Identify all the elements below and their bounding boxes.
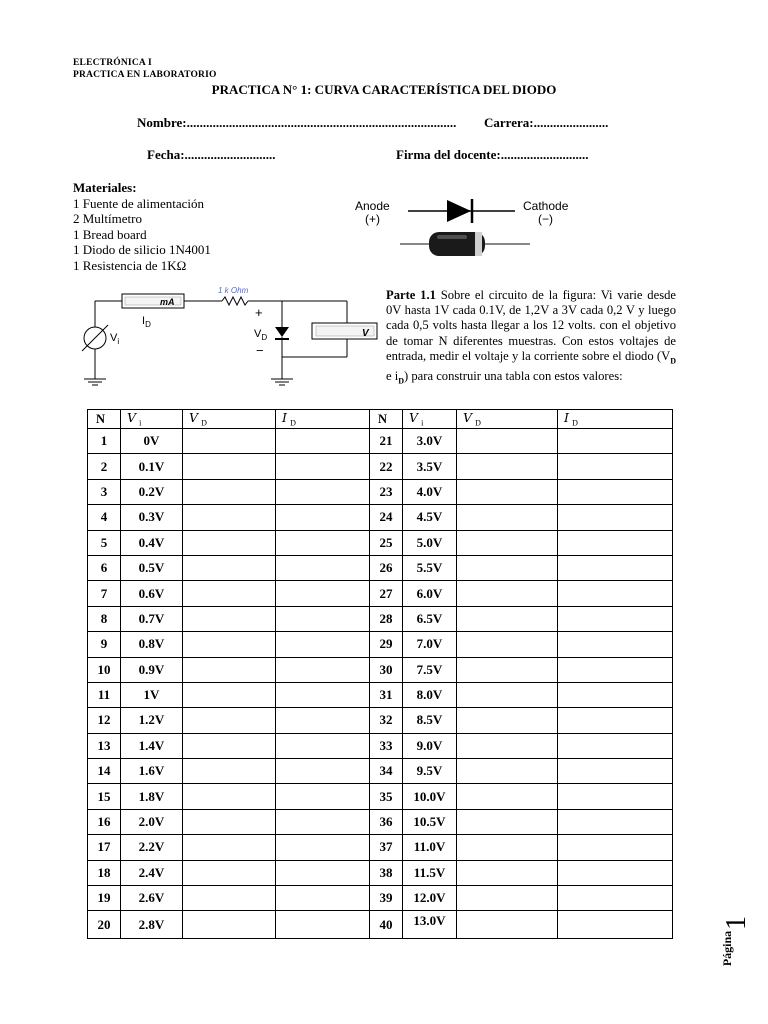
id-entry-cell[interactable] — [276, 606, 370, 631]
row-number: 8 — [88, 606, 121, 631]
row-number: 18 — [88, 860, 121, 885]
vi-value: 4.0V — [403, 479, 457, 504]
row-number: 13 — [88, 733, 121, 758]
row-number: 25 — [370, 530, 403, 555]
table-row — [88, 555, 673, 580]
id-entry-cell[interactable] — [558, 886, 673, 911]
diode-cathode-band — [475, 232, 482, 256]
id-entry-cell[interactable] — [558, 606, 673, 631]
vd-entry-cell[interactable] — [183, 581, 276, 606]
table-row — [88, 759, 673, 784]
row-number: 15 — [88, 784, 121, 809]
pagina-label: Página — [720, 930, 735, 967]
id-entry-cell[interactable] — [558, 733, 673, 758]
row-number: 23 — [370, 479, 403, 504]
header-n: N — [370, 410, 403, 429]
vi-value: 0.5V — [121, 555, 183, 580]
id-entry-cell[interactable] — [558, 632, 673, 657]
id-entry-cell[interactable] — [276, 530, 370, 555]
vi-value: 2.0V — [121, 809, 183, 834]
vi-value: 0.1V — [121, 454, 183, 479]
vd-entry-cell[interactable] — [183, 886, 276, 911]
material-item: 1 Fuente de alimentación — [73, 195, 205, 211]
id-entry-cell[interactable] — [558, 911, 673, 938]
table-row — [88, 835, 673, 860]
vd-entry-cell[interactable] — [183, 809, 276, 834]
id-entry-cell[interactable] — [558, 708, 673, 733]
vd-entry-cell[interactable] — [183, 479, 276, 504]
vd-entry-cell[interactable] — [183, 682, 276, 707]
header-vd: V $_D$ — [457, 410, 558, 429]
vd-entry-cell[interactable] — [457, 733, 558, 758]
id-entry-cell[interactable] — [558, 759, 673, 784]
page-number: 1 — [721, 916, 752, 930]
id-entry-cell[interactable] — [276, 657, 370, 682]
row-number: 4 — [88, 505, 121, 530]
vd-entry-cell[interactable] — [457, 708, 558, 733]
table-row — [88, 429, 673, 454]
vi-value: 9.0V — [403, 733, 457, 758]
vd-entry-cell[interactable] — [183, 657, 276, 682]
vi-value: 1.6V — [121, 759, 183, 784]
vd-entry-cell[interactable] — [183, 454, 276, 479]
table-header-row — [88, 410, 673, 429]
row-number: 6 — [88, 555, 121, 580]
vd-entry-cell[interactable] — [183, 632, 276, 657]
id-entry-cell[interactable] — [558, 581, 673, 606]
vi-value: 0.8V — [121, 632, 183, 657]
vi-value: 10.5V — [403, 809, 457, 834]
table-row — [88, 479, 673, 504]
vi-value: 2.6V — [121, 886, 183, 911]
id-entry-cell[interactable] — [276, 835, 370, 860]
id-entry-cell[interactable] — [558, 835, 673, 860]
vd-entry-cell[interactable] — [457, 429, 558, 454]
vd-entry-cell[interactable] — [457, 454, 558, 479]
row-number: 22 — [370, 454, 403, 479]
circuit-diode — [275, 327, 289, 337]
vd-entry-cell[interactable] — [457, 581, 558, 606]
id-entry-cell[interactable] — [558, 454, 673, 479]
id-entry-cell[interactable] — [558, 530, 673, 555]
vd-entry-cell[interactable] — [457, 657, 558, 682]
vi-value: 8.5V — [403, 708, 457, 733]
header-vd: V $_D$ — [183, 410, 276, 429]
vi-value: 2.8V — [121, 911, 183, 938]
vi-value: 11.5V — [403, 860, 457, 885]
table-row — [88, 733, 673, 758]
row-number: 39 — [370, 886, 403, 911]
id-entry-cell[interactable] — [558, 479, 673, 504]
anode-label: Anode — [355, 199, 390, 213]
table-row — [88, 809, 673, 834]
vi-value: 0.4V — [121, 530, 183, 555]
parte-heading: Parte 1.1 — [386, 288, 436, 302]
row-number: 21 — [370, 429, 403, 454]
row-number: 37 — [370, 835, 403, 860]
vi-value: 7.0V — [403, 632, 457, 657]
vi-value: 13.0V — [403, 911, 457, 938]
vi-value: 4.5V — [403, 505, 457, 530]
table-row — [88, 454, 673, 479]
row-number: 2 — [88, 454, 121, 479]
row-number: 24 — [370, 505, 403, 530]
vd-entry-cell[interactable] — [183, 759, 276, 784]
vd-entry-cell[interactable] — [183, 860, 276, 885]
row-number: 31 — [370, 682, 403, 707]
vi-value: 7.5V — [403, 657, 457, 682]
id-entry-cell[interactable] — [276, 454, 370, 479]
vi-value: 2.4V — [121, 860, 183, 885]
vi-value: 6.5V — [403, 606, 457, 631]
row-number: 28 — [370, 606, 403, 631]
vi-value: 0.6V — [121, 581, 183, 606]
vd-entry-cell[interactable] — [457, 479, 558, 504]
vd-entry-cell[interactable] — [183, 429, 276, 454]
id-entry-cell[interactable] — [276, 708, 370, 733]
circuit-schematic — [72, 285, 382, 395]
vi-value: 1.8V — [121, 784, 183, 809]
carrera-field[interactable]: Carrera:....................... — [484, 115, 609, 130]
vd-entry-cell[interactable] — [457, 555, 558, 580]
source-label: $V_i$ — [110, 332, 120, 346]
vd-entry-cell[interactable] — [457, 809, 558, 834]
vi-value: 0.7V — [121, 606, 183, 631]
course-subtitle: PRACTICA EN LABORATORIO — [73, 70, 217, 80]
parte-1-1-paragraph: Parte 1.1 Sobre el circuito de la figura: Vi varie desde 0V hasta 1V cada 0.1V, de 1,2V a 3V cada 0,2 V y luego cada 0,5 volts hasta llegar a los 12 volts. con el objetivo de tomar N diferentes muestras. Con estos voltajes de entrada, medir el voltaje y la corriente sobre el diodo ($V_D$ e $i_D$) para construir una tabla con estos valores: — [386, 288, 676, 386]
vd-entry-cell[interactable] — [457, 530, 558, 555]
diode-diagram — [345, 192, 595, 272]
row-number: 5 — [88, 530, 121, 555]
vi-value: 0.2V — [121, 479, 183, 504]
plus-sign: + — [255, 305, 263, 320]
vi-value: 9.5V — [403, 759, 457, 784]
id-entry-cell[interactable] — [276, 581, 370, 606]
row-number: 27 — [370, 581, 403, 606]
materials-heading: Materiales: — [73, 180, 137, 195]
material-item: 1 Diodo de silicio 1N4001 — [73, 242, 211, 257]
material-item: 1 Resistencia de 1KΩ — [73, 257, 187, 273]
id-entry-cell[interactable] — [276, 632, 370, 657]
row-number: 17 — [88, 835, 121, 860]
materials-list — [73, 180, 211, 273]
vi-value: 5.5V — [403, 555, 457, 580]
row-number: 34 — [370, 759, 403, 784]
vi-value: 10.0V — [403, 784, 457, 809]
row-number: 26 — [370, 555, 403, 580]
table-row — [88, 606, 673, 631]
header-id: I $_D$ — [276, 410, 370, 429]
current-label: $I_D$ — [142, 315, 151, 329]
vd-entry-cell[interactable] — [183, 911, 276, 938]
diode-symbol-triangle — [447, 200, 471, 222]
row-number: 29 — [370, 632, 403, 657]
row-number: 40 — [370, 911, 403, 938]
fecha-field[interactable]: Fecha:............................ — [147, 147, 276, 162]
vi-value: 3.0V — [403, 429, 457, 454]
course-name: ELECTRÓNICA I — [73, 58, 152, 68]
row-number: 20 — [88, 911, 121, 938]
header-vi: V $_i$ — [121, 410, 183, 429]
firma-docente-field[interactable]: Firma del docente:........................... — [396, 147, 589, 162]
diode-voltage-label: $V_D$ — [254, 328, 268, 342]
vd-entry-cell[interactable] — [457, 632, 558, 657]
id-entry-cell[interactable] — [276, 479, 370, 504]
id-entry-cell[interactable] — [276, 886, 370, 911]
vi-value: 12.0V — [403, 886, 457, 911]
id-entry-cell[interactable] — [276, 505, 370, 530]
table-row — [88, 708, 673, 733]
cathode-sign: (−) — [538, 212, 553, 226]
page-number-footer — [716, 905, 756, 975]
row-number: 7 — [88, 581, 121, 606]
header-vi: V $_i$ — [403, 410, 457, 429]
header-id: I $_D$ — [558, 410, 673, 429]
table-row — [88, 505, 673, 530]
table-row — [88, 886, 673, 911]
id-entry-cell[interactable] — [558, 682, 673, 707]
vi-value: 11.0V — [403, 835, 457, 860]
vi-value: 0.9V — [121, 657, 183, 682]
cathode-label: Cathode — [523, 199, 569, 213]
vd-entry-cell[interactable] — [457, 759, 558, 784]
voltmeter-label: V — [362, 328, 369, 339]
row-number: 16 — [88, 809, 121, 834]
vd-entry-cell[interactable] — [183, 530, 276, 555]
vd-entry-cell[interactable] — [457, 682, 558, 707]
vd-entry-cell[interactable] — [183, 505, 276, 530]
id-entry-cell[interactable] — [276, 733, 370, 758]
vd-entry-cell[interactable] — [457, 911, 558, 938]
id-entry-cell[interactable] — [558, 784, 673, 809]
material-item: 1 Bread board — [73, 226, 147, 242]
vd-entry-cell[interactable] — [183, 733, 276, 758]
table-row — [88, 657, 673, 682]
vd-entry-cell[interactable] — [183, 835, 276, 860]
vd-entry-cell[interactable] — [457, 835, 558, 860]
vi-value: 0.3V — [121, 505, 183, 530]
row-number: 19 — [88, 886, 121, 911]
vd-entry-cell[interactable] — [183, 606, 276, 631]
table-row — [88, 860, 673, 885]
id-entry-cell[interactable] — [558, 657, 673, 682]
ammeter-label: mA — [160, 297, 175, 307]
row-number: 14 — [88, 759, 121, 784]
vi-value: 1.2V — [121, 708, 183, 733]
vi-value: 1V — [121, 682, 183, 707]
id-entry-cell[interactable] — [276, 860, 370, 885]
row-number: 1 — [88, 429, 121, 454]
anode-sign: (+) — [365, 212, 380, 226]
table-row — [88, 632, 673, 657]
row-number: 33 — [370, 733, 403, 758]
id-entry-cell[interactable] — [276, 809, 370, 834]
id-entry-cell[interactable] — [276, 911, 370, 938]
id-entry-cell[interactable] — [558, 505, 673, 530]
id-entry-cell[interactable] — [276, 759, 370, 784]
table-row — [88, 530, 673, 555]
nombre-field[interactable]: Nombre:................................................................................... — [137, 115, 457, 130]
vd-entry-cell[interactable] — [183, 708, 276, 733]
vd-entry-cell[interactable] — [457, 784, 558, 809]
vd-entry-cell[interactable] — [183, 784, 276, 809]
vi-value: 2.2V — [121, 835, 183, 860]
table-row — [88, 682, 673, 707]
id-entry-cell[interactable] — [276, 429, 370, 454]
table-row — [88, 911, 673, 938]
vi-value: 1.4V — [121, 733, 183, 758]
material-item: 2 Multímetro — [73, 211, 142, 226]
id-entry-cell[interactable] — [558, 429, 673, 454]
id-entry-cell[interactable] — [558, 555, 673, 580]
vd-entry-cell[interactable] — [457, 886, 558, 911]
vd-entry-cell[interactable] — [457, 505, 558, 530]
id-entry-cell[interactable] — [558, 809, 673, 834]
vd-entry-cell[interactable] — [457, 606, 558, 631]
row-number: 30 — [370, 657, 403, 682]
row-number: 3 — [88, 479, 121, 504]
row-number: 35 — [370, 784, 403, 809]
row-number: 36 — [370, 809, 403, 834]
vd-entry-cell[interactable] — [457, 860, 558, 885]
row-number: 32 — [370, 708, 403, 733]
page-title: PRACTICA N° 1: CURVA CARACTERÍSTICA DEL DIODO — [211, 82, 557, 97]
id-entry-cell[interactable] — [276, 784, 370, 809]
id-entry-cell[interactable] — [558, 860, 673, 885]
row-number: 9 — [88, 632, 121, 657]
table-row — [88, 784, 673, 809]
row-number: 11 — [88, 682, 121, 707]
vi-value: 8.0V — [403, 682, 457, 707]
table-row — [88, 581, 673, 606]
minus-sign: − — [256, 343, 264, 358]
vi-value: 0V — [121, 429, 183, 454]
vi-value: 5.0V — [403, 530, 457, 555]
measurement-table — [87, 409, 673, 939]
vi-value: 6.0V — [403, 581, 457, 606]
vd-entry-cell[interactable] — [183, 555, 276, 580]
row-number: 12 — [88, 708, 121, 733]
row-number: 38 — [370, 860, 403, 885]
header-n: N — [88, 410, 121, 429]
id-entry-cell[interactable] — [276, 682, 370, 707]
vi-value: 3.5V — [403, 454, 457, 479]
row-number: 10 — [88, 657, 121, 682]
id-entry-cell[interactable] — [276, 555, 370, 580]
resistor-label: 1 k Ohm — [218, 286, 249, 295]
